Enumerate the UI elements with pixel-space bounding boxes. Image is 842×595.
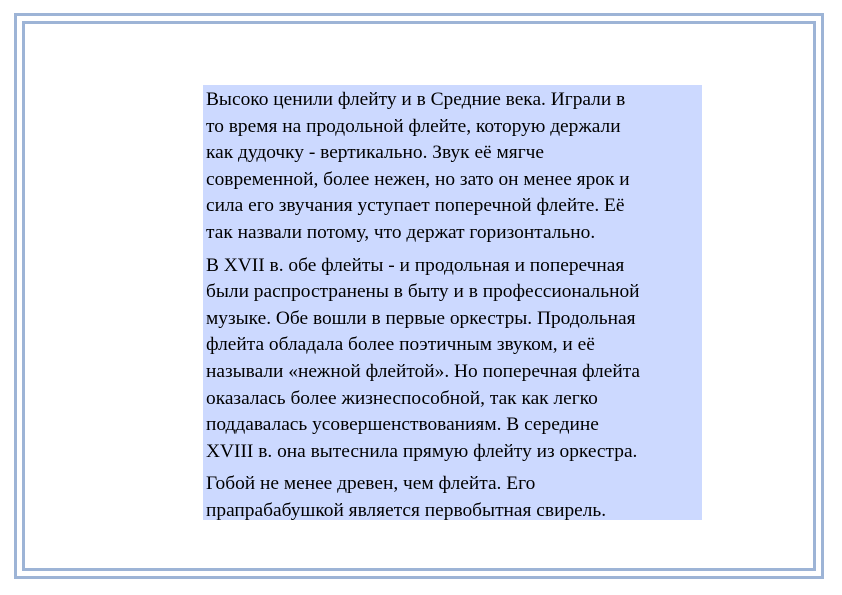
text-line: то время на продольной флейте, которую держали [206, 115, 621, 137]
paragraph-middle-ages [206, 87, 698, 247]
text-line: были распространены в быту и в профессиональной [206, 281, 640, 303]
text-line: XVIII в. она вытеснила прямую флейту из оркестра. [206, 440, 638, 462]
text-line: называли «нежной флейтой». Но поперечная флейта [206, 360, 641, 382]
text-line: флейта обладала более поэтичным звуком, и её [206, 334, 595, 356]
text-line: так назвали потому, что держат горизонтально. [206, 221, 596, 243]
text-line: музыке. Обе вошли в первые оркестры. Продольная [206, 307, 636, 329]
text-line: оказалась более жизнеспособной, так как легко [206, 387, 598, 409]
text-line: Высоко ценили флейту и в Средние века. Играли в [206, 89, 626, 110]
text-line: сила его звучания уступает поперечной флейте. Её [206, 195, 625, 217]
text-line: В XVII в. обе флейты - и продольная и поперечная [206, 254, 625, 276]
text-box [203, 85, 702, 520]
text-line: как дудочку - вертикально. Звук её мягче [206, 142, 545, 164]
paragraph-xvii-century [206, 253, 698, 466]
text-line: современной, более нежен, но зато он менее ярок и [206, 168, 630, 190]
text-line: прапрабабушкой является первобытная свирель. [206, 499, 607, 521]
text-line: поддавалась усовершенствованиям. В середине [206, 414, 599, 436]
paragraph-oboe [206, 471, 698, 524]
text-line: Гобой не менее древен, чем флейта. Его [206, 473, 536, 495]
